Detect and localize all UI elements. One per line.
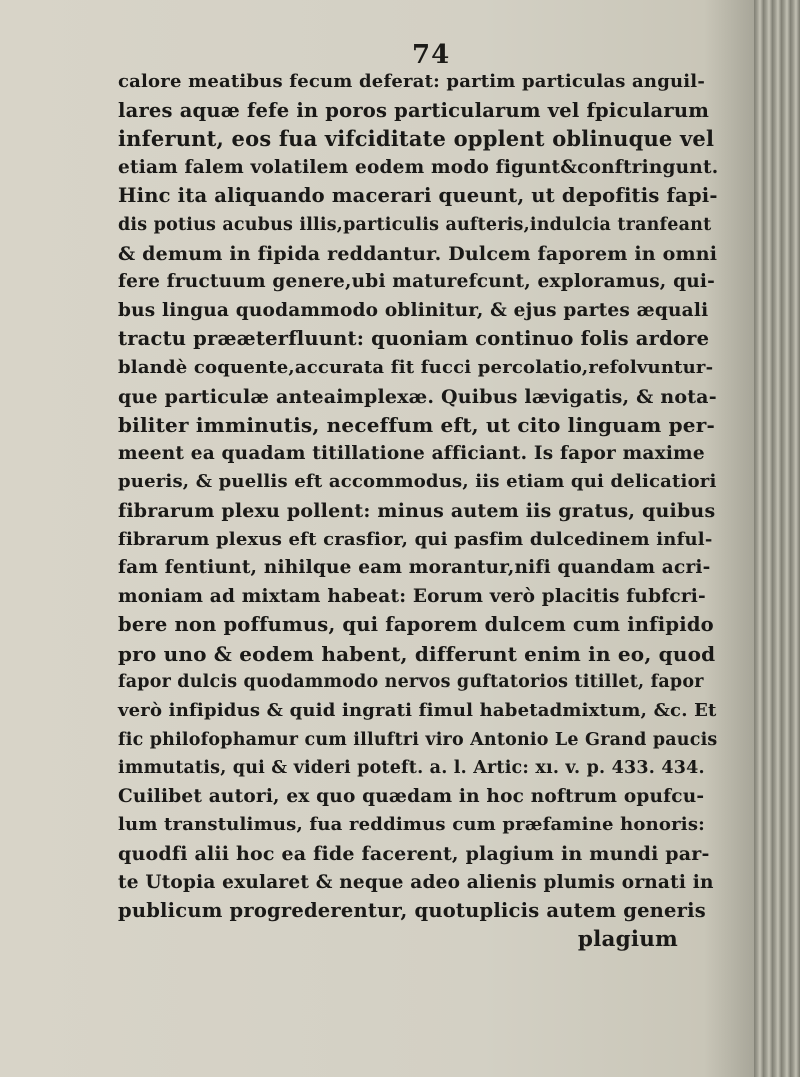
text-line: biliter imminutis, neceffum eft, ut cito linguam per- xyxy=(118,413,715,438)
text-line: fic philofophamur cum illuftri viro Antonio Le Grand paucis xyxy=(118,729,718,750)
text-line: verò infipidus & quid ingrati fimul habetadmixtum, &c. Et xyxy=(118,700,717,722)
text-line: meent ea quadam titillatione afficiant. Is fapor maxime xyxy=(118,442,705,464)
text-line: fibrarum plexu pollent: minus autem iis gratus, quibus xyxy=(118,499,716,522)
book-spine-edge xyxy=(754,0,800,1077)
text-line: fapor dulcis quodammodo nervos guftatorios titillet, fapor xyxy=(118,672,704,693)
text-line: & demum in fipida reddantur. Dulcem faporem in omni xyxy=(118,242,718,265)
page-number: 74 xyxy=(412,40,451,70)
text-line: bus lingua quodammodo oblinitur, & ejus partes æquali xyxy=(118,299,709,321)
text-line: lares aquæ fefe in poros particularum vel fpicularum xyxy=(118,98,710,122)
text-line: publicum progrederentur, quotuplicis autem generis xyxy=(118,899,706,923)
text-line: moniam ad mixtam habeat: Eorum verò placitis fubfcri- xyxy=(118,585,706,607)
text-line: bere non poffumus, qui faporem dulcem cum infipido xyxy=(118,613,714,637)
text-line: etiam falem volatilem eodem modo figunt&conftringunt. xyxy=(118,156,719,178)
text-line: pueris, & puellis eft accommodus, iis etiam qui delicatiori xyxy=(118,471,717,493)
text-line: calore meatibus fecum deferat: partim particulas anguil- xyxy=(118,71,706,92)
text-line: Hinc ita aliquando macerari queunt, ut depofitis fapi- xyxy=(118,184,718,208)
text-line: immutatis, qui & videri poteft. a. l. Artic: xı. v. p. 433. 434. xyxy=(118,758,705,779)
body-text xyxy=(118,68,718,954)
text-line: fere fructuum genere,ubi maturefcunt, exploramus, qui- xyxy=(118,271,715,293)
text-line: tractu prææterfluunt: quoniam continuo folis ardore xyxy=(118,327,710,351)
text-line: blandè coquente,accurata fit fucci percolatio,refolvuntur- xyxy=(118,356,714,378)
text-line: pro uno & eodem habent, differunt enim in eo, quod xyxy=(118,641,716,666)
text-line: inferunt, eos fua vifciditate opplent oblinuque vel xyxy=(118,126,715,152)
text-line: quodfi alii hoc ea fide facerent, plagium in mundi par- xyxy=(118,843,710,866)
text-line: fam fentiunt, nihilque eam morantur,nifi quandam acri- xyxy=(118,557,711,579)
text-line: lum transtulimus, fua reddimus cum præfamine honoris: xyxy=(118,814,705,836)
catchword: plagium xyxy=(577,926,678,952)
text-line: dis potius acubus illis,particulis aufteris,indulcia tranfeant xyxy=(118,214,712,235)
text-line: que particulæ anteaimplexæ. Quibus lævigatis, & nota- xyxy=(118,385,717,408)
text-line: te Utopia exularet & neque adeo alienis plumis ornati in xyxy=(118,871,714,893)
text-line: fibrarum plexus eft crasfior, qui pasfim dulcedinem inful- xyxy=(118,528,713,550)
text-line: Cuilibet autori, ex quo quædam in hoc noftrum opufcu- xyxy=(118,785,705,807)
